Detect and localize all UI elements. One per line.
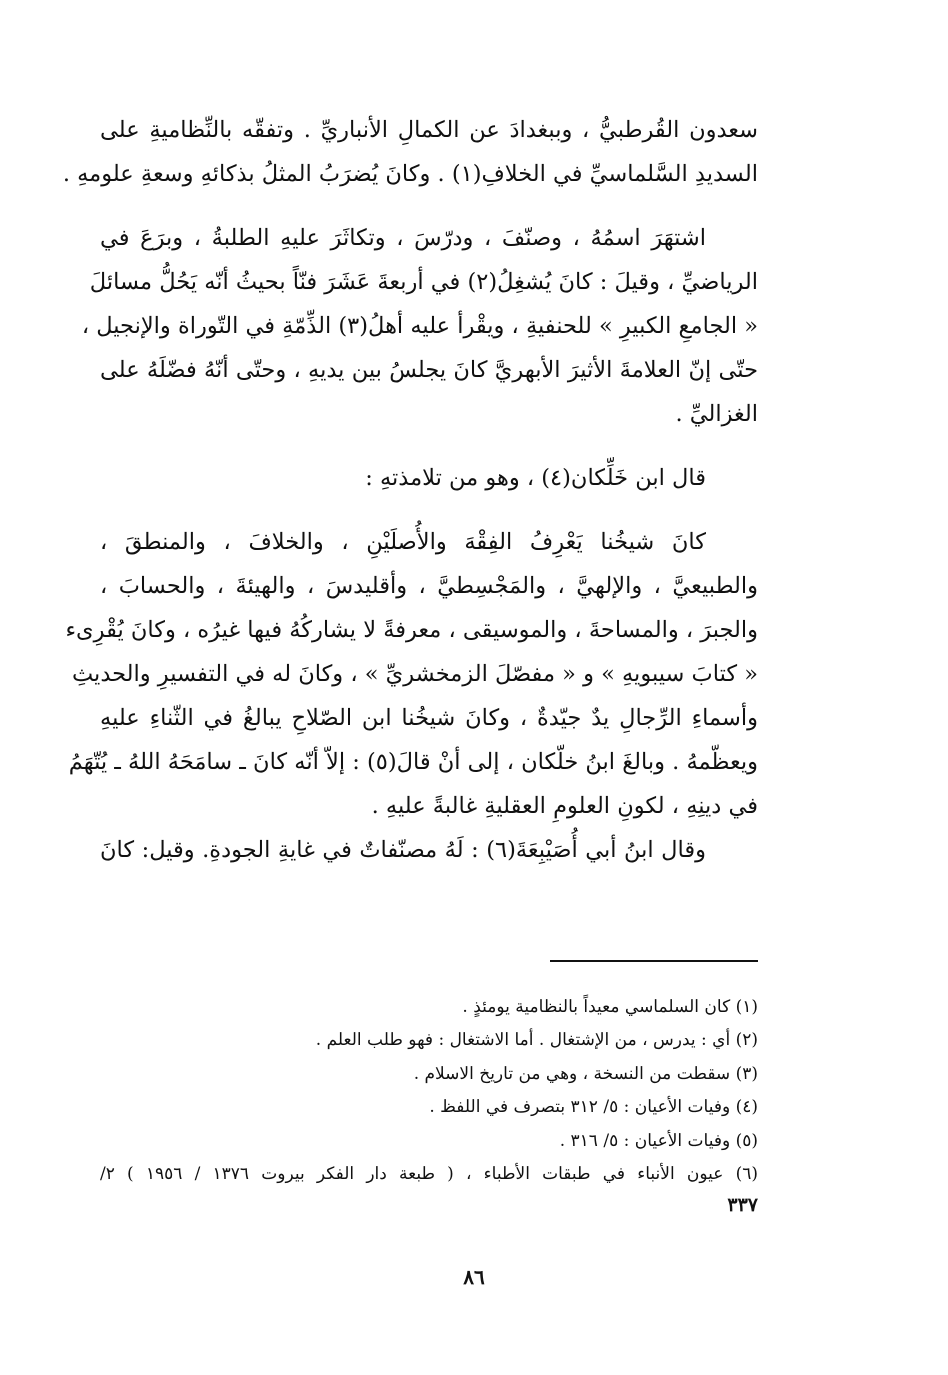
text-line: الغزاليِّ .: [675, 400, 758, 427]
text-line: حتّى إنّ العلامةَ الأثيرَ الأبهريَّ كانَ يجلسُ بين يديهِ ، وحتّى أنّهُ فضّلَهُ على: [100, 356, 758, 383]
footnote: (٣) سقطت من النسخة ، وهي من تاريخ الاسلام .: [413, 1063, 758, 1084]
text-line: قال ابن خَلِّكان(٤) ، وهو من تلامذتهِ :: [365, 464, 706, 491]
footnote: (٤) وفيات الأعيان : ٥/ ٣١٢ بتصرف في اللفظ .: [429, 1097, 758, 1118]
page-number: ٨٦: [463, 1265, 485, 1289]
text-line: « الجامعِ الكبيرِ » للحنفيةِ ، ويقْرأ عليه أهلُ(٣) الذِّمّةِ في التّوراة والإنجيل ،: [81, 312, 758, 339]
text-line: كانَ شيخُنا يَعْرِفُ الفِقْهَ والأُصلَيْنِ ، والخلافَ ، والمنطقَ ،: [100, 528, 706, 555]
main-text: [62, 108, 758, 872]
footnote: (١) كان السلماسي معيداً بالنظامية يومئذٍ .: [462, 996, 758, 1017]
footnote: (٥) وفيات الأعيان : ٥/ ٣١٦ .: [559, 1130, 758, 1151]
footnote-continuation-page: ٣٣٧: [727, 1194, 758, 1216]
text-line: اشتهَرَ اسمُهُ ، وصنّفَ ، ودرّسَ ، وتكاثَرَ عليهِ الطلبةُ ، وبرَعَ في: [100, 224, 706, 251]
text-line: ويعظّمهُ . وبالغَ ابنُ خلّكان ، إلى أنْ قالَ(٥) : إلاّ أنّه كانَ ـ سامَحَهُ اللهُ ـ يُتّهَمُ: [68, 748, 758, 775]
footnotes: [100, 990, 758, 1191]
text-line: في دينِهِ ، لكونِ العلومِ العقليةِ غالبةً عليهِ .: [371, 792, 758, 819]
text-line: سعدون القُرطبيُّ ، وببغدادَ عن الكمالِ الأنباريِّ . وتفقّه بالنِّظاميةِ على: [100, 116, 758, 143]
book-page: [62, 0, 758, 1375]
footnote: (٦) عيون الأنباء في طبقات الأطباء ، ( طبعة دار الفكر بيروت ١٣٧٦ / ١٩٥٦ ) ٢/: [100, 1164, 758, 1185]
text-line: السديدِ السَّلماسيِّ في الخلافِ(١) . وكانَ يُضرَبُ المثلُ بذكائهِ وسعةِ علومهِ .: [62, 160, 758, 187]
text-line: والجبرَ ، والمساحةَ ، والموسيقى ، معرفةً لا يشاركُهُ فيها غيرُه ، وكانَ يُقْرِىء: [65, 616, 758, 643]
text-line: والطبيعيَّ ، والإلهيَّ ، والمَجْسِطيَّ ، وأقليدسَ ، والهيئةَ ، والحسابَ ،: [100, 572, 758, 599]
footnote: (٢) أي : يدرس ، من الإشتغال . أما الاشتغال : فهو طلب العلم .: [315, 1030, 758, 1051]
text-line: وقال ابنُ أبي أُصَيْبِعَةَ(٦) : لَهُ مصنّفاتٌ في غايةِ الجودةِ. وقيل: كانَ: [100, 836, 706, 863]
footnote-separator: [550, 960, 758, 962]
text-line: وأسماءِ الرِّجالِ يدٌ جيّدةٌ ، وكانَ شيخُنا ابن الصّلاحِ يبالغُ في الثّناءِ عليهِ: [100, 704, 758, 731]
text-line: الرياضيِّ ، وقيلَ : كانَ يُشغِلُ(٢) في أربعةَ عَشَرَ فنّاً بحيثُ أنّه يَحُلُّ مسائلَ: [89, 268, 758, 295]
text-line: « كتابَ سيبويهِ » و « مفصّلَ الزمخشريِّ » ، وكانَ له في التفسيرِ والحديثِ: [71, 660, 758, 687]
